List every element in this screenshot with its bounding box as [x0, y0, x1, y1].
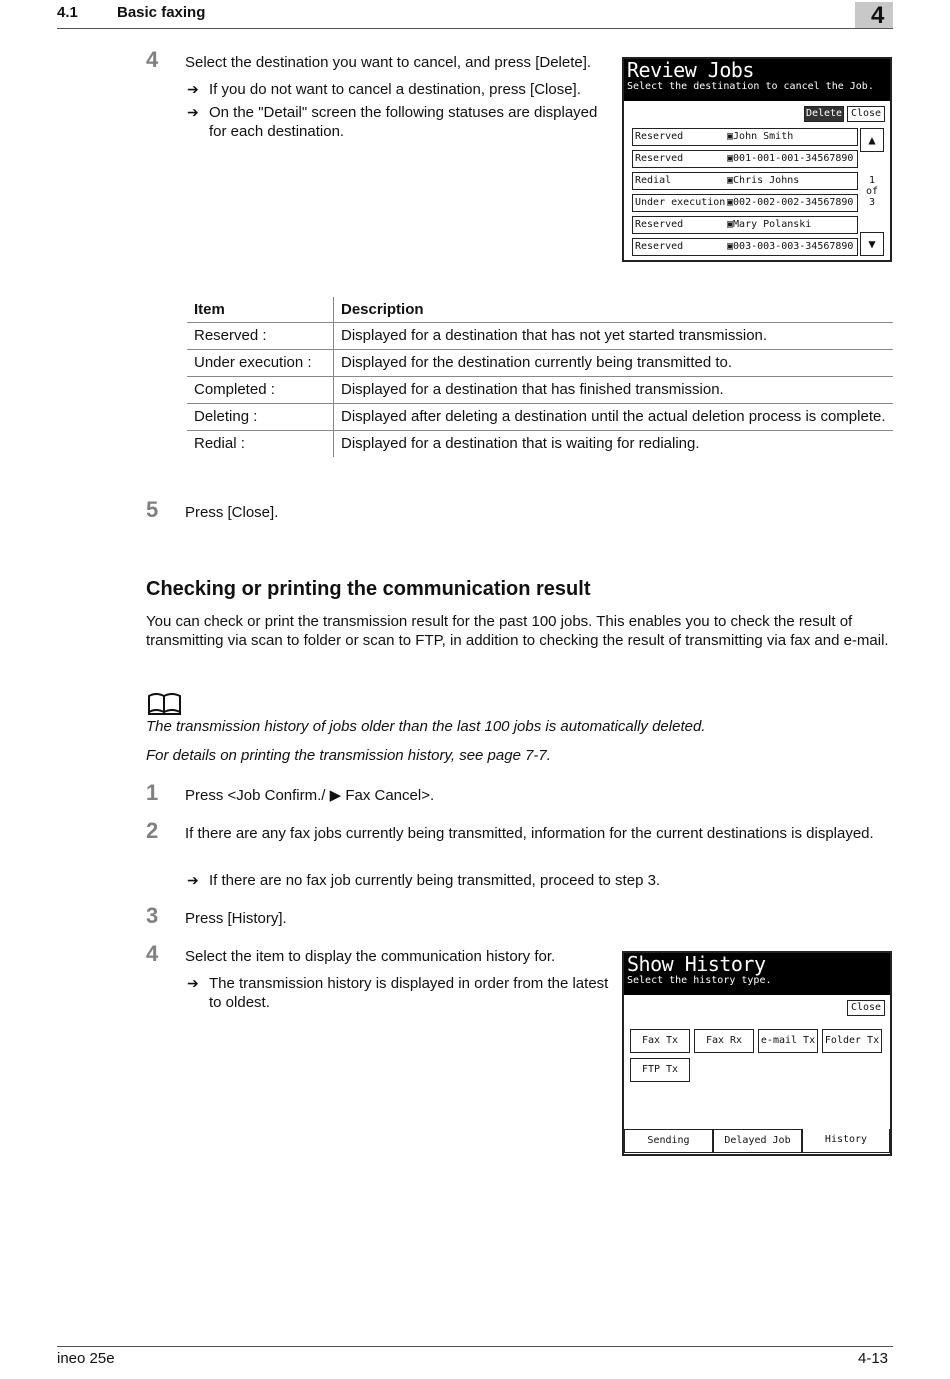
panel-header	[624, 59, 890, 101]
section-heading: Checking or printing the communication result	[146, 578, 591, 600]
step-number: 3	[146, 903, 159, 928]
step-text: Select the item to display the communication history for.	[185, 948, 556, 965]
table-cell: Displayed after deleting a destination until the actual deletion process is complete.	[334, 404, 894, 431]
tab-delayed-job[interactable]: Delayed Job	[713, 1129, 802, 1153]
tab-sending[interactable]: Sending	[624, 1129, 713, 1153]
ftp-tx-button[interactable]: FTP Tx	[630, 1058, 690, 1082]
scroll-up-button[interactable]: ▲	[860, 128, 884, 152]
footer-divider	[57, 1346, 893, 1347]
job-status: Redial	[635, 175, 672, 186]
step-number: 2	[146, 818, 159, 843]
arrow-icon: ➔	[187, 81, 199, 97]
bullet-text: On the "Detail" screen the following statuses are displayed for each destination.	[209, 104, 598, 140]
fax-tx-button[interactable]: Fax Tx	[630, 1029, 690, 1053]
job-row[interactable]	[632, 172, 858, 190]
step-number: 5	[146, 497, 159, 522]
job-status: Reserved	[635, 219, 684, 230]
step-text: Select the destination you want to cancel, and press [Delete].	[185, 54, 592, 71]
table-cell: Deleting :	[187, 404, 334, 431]
job-row[interactable]	[632, 194, 858, 212]
table-cell: Displayed for a destination that has finished transmission.	[334, 377, 894, 404]
note-text: The transmission history of jobs older than the last 100 jobs is automatically deleted.	[146, 718, 706, 735]
job-row[interactable]	[632, 128, 858, 146]
job-destination: ▣001-001-001-34567890	[727, 153, 854, 164]
table-cell: Displayed for the destination currently being transmitted to.	[334, 350, 894, 377]
fax-rx-button[interactable]: Fax Rx	[694, 1029, 754, 1053]
tab-history[interactable]: History	[802, 1129, 890, 1153]
job-row[interactable]	[632, 238, 858, 256]
panel-body	[624, 995, 890, 1154]
chapter-number: 4	[871, 2, 885, 29]
arrow-icon: ➔	[187, 872, 199, 888]
section-body: You can check or print the transmission result for the past 100 jobs. This enables you to check the result of transmitting via scan to folder or scan to FTP, in addition to checking the result of transmitting via fax and e-mail.	[146, 613, 889, 649]
job-destination: ▣002-002-002-34567890	[727, 197, 854, 208]
panel-subtitle: Select the destination to cancel the Job.	[627, 81, 874, 92]
table-row	[187, 404, 893, 431]
step-number: 4	[146, 47, 159, 72]
close-button[interactable]: Close	[847, 1000, 885, 1016]
section-number: 4.1	[57, 4, 78, 21]
panel-title: Show History	[627, 952, 766, 976]
folder-tx-button[interactable]: Folder Tx	[822, 1029, 882, 1053]
job-status: Reserved	[635, 131, 684, 142]
table-row	[187, 431, 893, 458]
step-text: Press [Close].	[185, 504, 279, 521]
step-number: 1	[146, 780, 159, 805]
job-destination: ▣003-003-003-34567890	[727, 241, 854, 252]
email-tx-button[interactable]: e-mail Tx	[758, 1029, 818, 1053]
book-icon	[146, 690, 184, 721]
table-cell: Redial :	[187, 431, 334, 458]
arrow-icon: ➔	[187, 104, 199, 120]
panel-title: Review Jobs	[627, 58, 754, 82]
job-status: Under execution	[635, 197, 726, 208]
table-cell: Displayed for a destination that has not yet started transmission.	[334, 323, 894, 350]
job-destination: ▣Mary Polanski	[727, 219, 812, 230]
bullet-text: If there are no fax job currently being transmitted, proceed to step 3.	[209, 872, 661, 889]
footer-product: ineo 25e	[57, 1350, 115, 1367]
table-cell: Completed :	[187, 377, 334, 404]
bullet-text: The transmission history is displayed in order from the latest to oldest.	[209, 975, 609, 1011]
table-cell: Reserved :	[187, 323, 334, 350]
step-text: Press <Job Confirm./ ▶ Fax Cancel>.	[185, 787, 435, 804]
table-cell: Under execution :	[187, 350, 334, 377]
column-header: Description	[334, 297, 894, 323]
panel-body	[624, 101, 890, 260]
bullet-text: If you do not want to cancel a destination, press [Close].	[209, 81, 581, 98]
page-indicator: 1 of 3	[865, 175, 879, 208]
table-header-row	[187, 297, 893, 323]
step-text: Press [History].	[185, 910, 287, 927]
panel-subtitle: Select the history type.	[627, 975, 772, 986]
review-jobs-panel	[622, 57, 892, 262]
header-divider	[57, 28, 893, 29]
panel-header	[624, 953, 890, 995]
close-button[interactable]: Close	[847, 106, 885, 122]
job-row[interactable]	[632, 150, 858, 168]
job-status: Reserved	[635, 241, 684, 252]
job-row[interactable]	[632, 216, 858, 234]
arrow-icon: ➔	[187, 975, 199, 991]
section-title: Basic faxing	[117, 4, 206, 21]
scroll-down-button[interactable]: ▼	[860, 232, 884, 256]
step-number: 4	[146, 941, 159, 966]
column-header: Item	[187, 297, 334, 323]
table-row	[187, 377, 893, 404]
note-text: For details on printing the transmission history, see page 7-7.	[146, 747, 551, 764]
job-destination: ▣Chris Johns	[727, 175, 800, 186]
table-cell: Displayed for a destination that is waiting for redialing.	[341, 435, 700, 452]
step-text: If there are any fax jobs currently being transmitted, information for the current destinations is displayed.	[185, 825, 874, 842]
tab-bar	[624, 1129, 890, 1154]
table-row	[187, 323, 893, 350]
job-status: Reserved	[635, 153, 684, 164]
show-history-panel	[622, 951, 892, 1156]
delete-button[interactable]: Delete	[804, 106, 844, 122]
table-row	[187, 350, 893, 377]
page-number: 4-13	[858, 1350, 889, 1367]
status-table	[187, 297, 893, 457]
job-destination: ▣John Smith	[727, 131, 794, 142]
